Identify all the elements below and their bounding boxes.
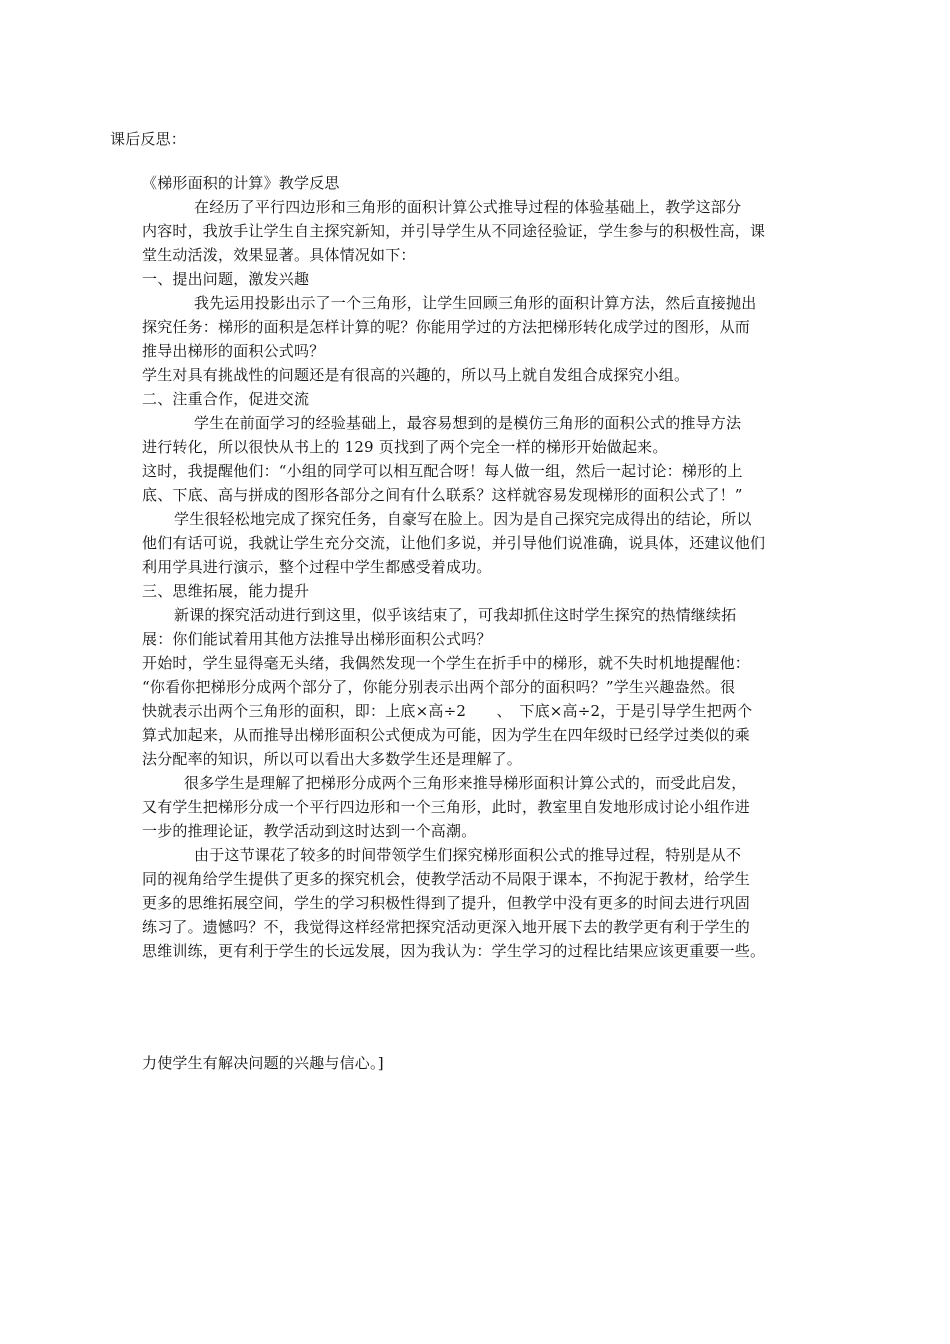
paragraph-line: 我先运用投影出示了一个三角形，让学生回顾三角形的面积计算方法，然后直接抛出 (194, 294, 757, 312)
paragraph-line: 在经历了平行四边形和三角形的面积计算公式推导过程的体验基础上，教学这部分 (194, 198, 742, 216)
paragraph-line: 由于这节课花了较多的时间带领学生们探究梯形面积公式的推导过程，特别是从不 (194, 846, 742, 864)
paragraph-line: 探究任务：梯形的面积是怎样计算的呢？你能用学过的方法把梯形转化成学过的图形，从而 (142, 318, 751, 336)
subsection-heading: 三、思维拓展，能力提升 (142, 582, 310, 600)
paragraph-line: 底、下底、高与拼成的图形各部分之间有什么联系？这样就容易发现梯形的面积公式了！” (142, 486, 743, 504)
paragraph-line: 新课的探究活动进行到这里，似乎该结束了，可我却抓住这时学生探究的热情继续拓 (174, 606, 737, 624)
paragraph-line: 算式加起来，从而推导出梯形面积公式便成为可能，因为学生在四年级时已经学过类似的乘 (142, 726, 751, 744)
paragraph-line: 学生很轻松地完成了探究任务，自豪写在脸上。因为是自己探究完成得出的结论，所以 (174, 510, 752, 528)
paragraph-line: 练习了。遗憾吗？不，我觉得这样经常把探究活动更深入地开展下去的教学更有利于学生的 (142, 918, 751, 936)
section-heading: 课后反思： (110, 130, 187, 148)
paragraph-line: 这时，我提醒他们：“小组的同学可以相互配合呀！每人做一组，然后一起讨论：梯形的上 (142, 462, 743, 480)
paragraph-line: 法分配率的知识，所以可以看出大多数学生还是理解了。 (142, 750, 523, 768)
paragraph-line: 思维训练，更有利于学生的长远发展，因为我认为：学生学习的过程比结果应该更重要一些。 (142, 942, 766, 960)
subsection-heading: 二、注重合作，促进交流 (142, 390, 310, 408)
paragraph-line: 内容时，我放手让学生自主探究新知，并引导学生从不同途径验证，学生参与的积极性高，课 (142, 222, 766, 240)
paragraph-line: 同的视角给学生提供了更多的探究机会，使教学活动不局限于课本，不拘泥于教材，给学生 (142, 870, 751, 888)
paragraph-line: 很多学生是理解了把梯形分成两个三角形来推导梯形面积计算公式的，而受此启发， (184, 774, 747, 792)
paragraph-line: 学生在前面学习的经验基础上，最容易想到的是模仿三角形的面积公式的推导方法 (194, 414, 742, 432)
document-title: 《梯形面积的计算》教学反思 (142, 174, 340, 192)
paragraph-line: “你看你把梯形分成两个部分了，你能分别表示出两个部分的面积吗？”学生兴趣盎然。很 (142, 678, 736, 696)
paragraph-line: 进行转化，所以很快从书上的 129 页找到了两个完全一样的梯形开始做起来。 (142, 438, 668, 456)
paragraph-line: 又有学生把梯形分成一个平行四边形和一个三角形，此时，教室里自发地形成讨论小组作进 (142, 798, 751, 816)
paragraph-line: 一步的推理论证，教学活动到这时达到一个高潮。 (142, 822, 477, 840)
paragraph-line: 快就表示出两个三角形的面积，即：上底×高÷2 、 下底×高÷2，于是引导学生把两个 (142, 702, 753, 720)
paragraph-line: 开始时，学生显得毫无头绪，我偶然发现一个学生在折手中的梯形，就不失时机地提醒他： (142, 654, 751, 672)
paragraph-line: 他们有话可说，我就让学生充分交流，让他们多说，并引导他们说准确，说具体，还建议他们 (142, 534, 766, 552)
paragraph-line: 推导出梯形的面积公式吗？ (142, 342, 325, 360)
paragraph-line: 堂生动活泼，效果显著。具体情况如下： (142, 246, 416, 264)
subsection-heading: 一、提出问题，激发兴趣 (142, 270, 310, 288)
paragraph-line: 学生对具有挑战性的问题还是有很高的兴趣的，所以马上就自发组合成探究小组。 (142, 366, 690, 384)
paragraph-line: 展：你们能试着用其他方法推导出梯形面积公式吗？ (142, 630, 492, 648)
footer-line: 力使学生有解决问题的兴趣与信心。] (142, 1054, 384, 1072)
paragraph-line: 利用学具进行演示，整个过程中学生都感受着成功。 (142, 558, 492, 576)
paragraph-line: 更多的思维拓展空间，学生的学习积极性得到了提升，但教学中没有更多的时间去进行巩固 (142, 894, 751, 912)
